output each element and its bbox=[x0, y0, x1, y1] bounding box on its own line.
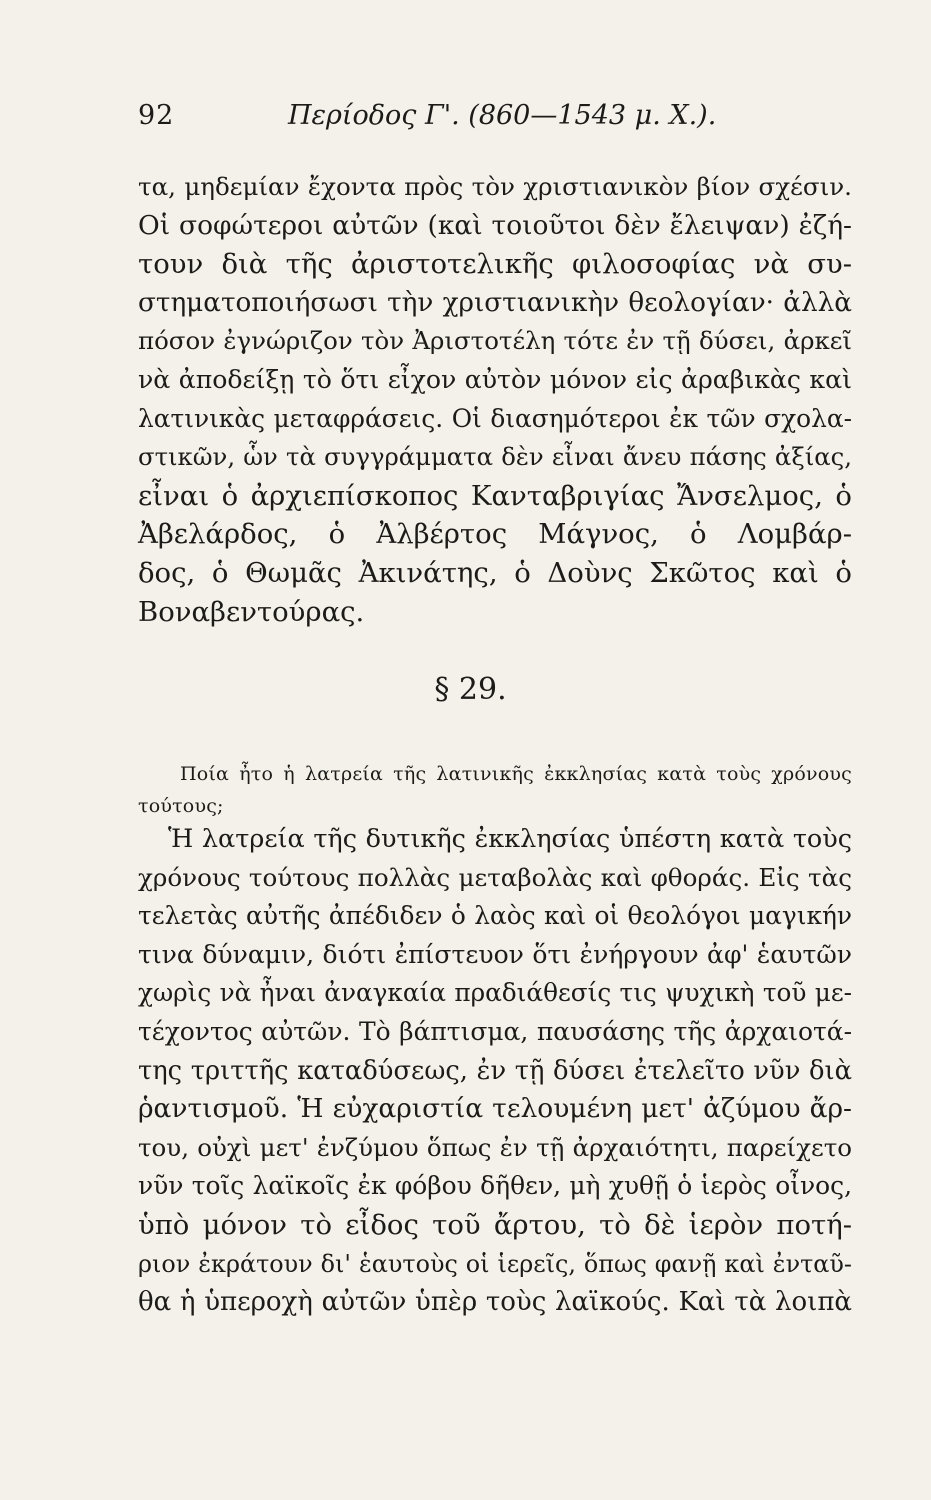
paragraph-2 bbox=[138, 820, 852, 1322]
text-line: χωρὶς νὰ ἦναι ἀναγκαία πραδιάθεσίς τις ψυχικὴ τοῦ με- bbox=[138, 978, 852, 1008]
text-line: τουν διὰ τῆς ἀριστοτελικῆς φιλοσοφίας νὰ συ- bbox=[138, 248, 852, 281]
text-line: της τριττῆς καταδύσεως, ἐν τῇ δύσει ἐτελεῖτο νῦν διὰ bbox=[138, 1055, 852, 1086]
page-header bbox=[138, 100, 838, 150]
text-line: δος, ὁ Θωμᾶς Ἀκινάτης, ὁ Δοὺνς Σκῶτος καὶ ὁ bbox=[138, 556, 852, 589]
text-line: του, οὐχὶ μετ' ἐνζύμου ὅπως ἐν τῇ ἀρχαιότητι, παρείχετο bbox=[138, 1132, 852, 1162]
section-heading: § 29. bbox=[434, 672, 507, 707]
text-line: θα ἡ ὑπεροχὴ αὐτῶν ὑπὲρ τοὺς λαϊκούς. Καὶ τὰ λοιπὰ bbox=[138, 1287, 852, 1318]
text-line: ριον ἐκράτουν δι' ἑαυτοὺς οἱ ἱερεῖς, ὅπως φανῇ καὶ ἐνταῦ- bbox=[138, 1249, 852, 1278]
text-line: Ἡ λατρεία τῆς δυτικῆς ἐκκλησίας ὑπέστη κατὰ τοὺς bbox=[168, 824, 852, 854]
text-line: λατινικὰς μεταφράσεις. Οἱ διασημότεροι ἐκ τῶν σχολα- bbox=[138, 403, 852, 433]
text-line: νὰ ἀποδείξῃ τὸ ὅτι εἶχον αὐτὸν μόνον εἰς ἀραβικὰς καὶ bbox=[138, 364, 852, 394]
section-question bbox=[138, 758, 852, 822]
running-head: Περίοδος Γ'. (860—1543 μ. Χ.). bbox=[288, 100, 717, 131]
text-line: στικῶν, ὧν τὰ συγγράμματα δὲν εἶναι ἄνευ πάσης ἀξίας, bbox=[138, 442, 852, 472]
text-line: ῥαντισμοῦ. Ἡ εὐχαριστία τελουμένη μετ' ἀζύμου ἄρ- bbox=[138, 1093, 852, 1125]
text-line: τέχοντος αὐτῶν. Τὸ βάπτισμα, παυσάσης τῆς ἀρχαιοτά- bbox=[138, 1016, 852, 1046]
text-line: χρόνους τούτους πολλὰς μεταβολὰς καὶ φθοράς. Εἰς τὰς bbox=[138, 862, 852, 892]
text-line: τελετὰς αὐτῆς ἀπέδιδεν ὁ λαὸς καὶ οἱ θεολόγοι μαγικήν bbox=[138, 901, 852, 931]
text-line: Βοναβεντούρας. bbox=[138, 595, 365, 628]
paragraph-1 bbox=[138, 168, 852, 631]
text-line: νῦν τοῖς λαϊκοῖς ἐκ φόβου δῆθεν, μὴ χυθῇ ὁ ἱερὸς οἶνος, bbox=[138, 1171, 852, 1201]
text-line: Οἱ σοφώτεροι αὐτῶν (καὶ τοιοῦτοι δὲν ἔλειψαν) ἐζή- bbox=[138, 209, 852, 241]
text-line: πόσον ἐγνώριζον τὸν Ἀριστοτέλη τότε ἐν τῇ δύσει, ἀρκεῖ bbox=[138, 326, 852, 356]
text-line: εἶναι ὁ ἀρχιεπίσκοπος Κανταβριγίας Ἄνσελμος, ὁ bbox=[138, 479, 852, 512]
text-line: τα, μηδεμίαν ἔχοντα πρὸς τὸν χριστιανικὸν βίον σχέσιν. bbox=[138, 172, 852, 201]
page-number: 92 bbox=[138, 100, 175, 131]
text-line: ὑπὸ μόνον τὸ εἶδος τοῦ ἄρτου, τὸ δὲ ἱερὸν ποτή- bbox=[138, 1208, 852, 1241]
question-line: τούτους; bbox=[138, 795, 224, 817]
text-line: Ἀβελάρδος, ὁ Ἀλβέρτος Μάγνος, ὁ Λομβάρ- bbox=[138, 518, 852, 551]
question-line: Ποία ἦτο ἡ λατρεία τῆς λατινικῆς ἐκκλησίας κατὰ τοὺς χρόνους bbox=[180, 763, 852, 785]
text-line: στηματοποιήσωσι τὴν χριστιανικὴν θεολογίαν· ἀλλὰ bbox=[138, 287, 852, 318]
text-line: τινα δύναμιν, διότι ἐπίστευον ὅτι ἐνήργουν ἀφ' ἑαυτῶν bbox=[138, 939, 852, 969]
